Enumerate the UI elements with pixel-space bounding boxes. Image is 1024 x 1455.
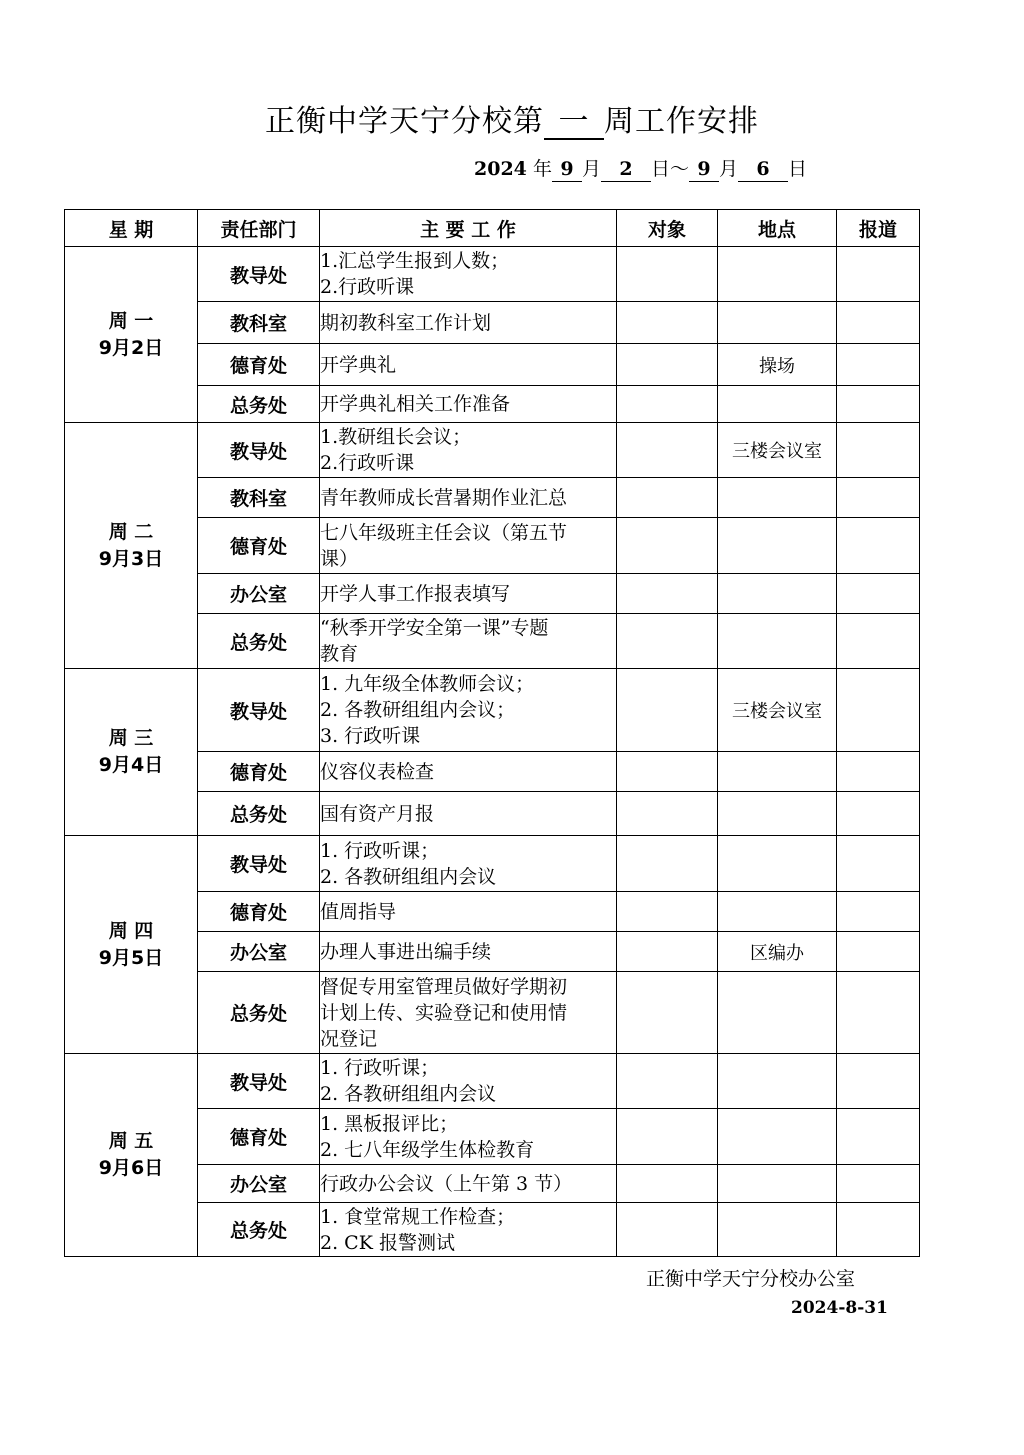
task-cell (320, 247, 617, 302)
task-line: 仪容仪表检查 (320, 760, 435, 783)
task-line: 开学典礼 (320, 353, 397, 376)
task-cell (320, 792, 617, 836)
target-cell (617, 1165, 718, 1203)
end-day: 6 (738, 159, 788, 182)
department-cell: 德育处 (198, 1109, 320, 1165)
report-cell (837, 972, 920, 1054)
task-line: 3. 行政听课 (320, 725, 421, 747)
department-cell: 总务处 (198, 386, 320, 423)
place-cell: 三楼会议室 (718, 669, 837, 752)
date-label: 9月4日 (98, 754, 164, 776)
task-line: 2.行政听课 (320, 452, 415, 474)
column-header-report: 报道 (837, 210, 920, 247)
task-cell (320, 386, 617, 423)
report-cell (837, 1203, 920, 1257)
target-cell (617, 574, 718, 614)
day-cell-monday (65, 247, 198, 423)
department-cell: 德育处 (198, 752, 320, 792)
department-cell: 教导处 (198, 247, 320, 302)
report-cell (837, 836, 920, 892)
report-cell (837, 247, 920, 302)
task-line: 教育 (320, 643, 359, 665)
day-cell-thursday (65, 836, 198, 1054)
date-label: 9月3日 (98, 547, 164, 570)
report-cell (837, 792, 920, 836)
target-cell (617, 478, 718, 518)
place-cell (718, 836, 837, 892)
place-cell (718, 752, 837, 792)
task-cell (320, 892, 617, 932)
target-cell (617, 1203, 718, 1257)
department-cell: 办公室 (198, 574, 320, 614)
department-cell: 总务处 (198, 614, 320, 669)
report-cell (837, 386, 920, 423)
task-cell (320, 752, 617, 792)
title-suffix: 周工作安排 (604, 104, 759, 139)
table-row (65, 1054, 920, 1109)
day-cell-wednesday (65, 669, 198, 836)
task-line: 2. 各教研组组内会议 (320, 865, 497, 888)
task-cell (320, 344, 617, 386)
task-cell (320, 614, 617, 669)
table-row (65, 247, 920, 302)
department-cell: 德育处 (198, 892, 320, 932)
start-month: 9 (552, 159, 582, 182)
report-cell (837, 574, 920, 614)
task-cell (320, 423, 617, 478)
place-cell (718, 386, 837, 423)
task-line: 2.行政听课 (320, 276, 415, 298)
task-cell (320, 1109, 617, 1165)
report-cell (837, 1054, 920, 1109)
task-line: 2. 各教研组组内会议； (320, 699, 516, 721)
task-line: 1. 行政听课； (320, 1057, 440, 1079)
weekday-label: 周 四 (108, 919, 154, 942)
department-cell: 教导处 (198, 1054, 320, 1109)
task-line: 课） (320, 547, 359, 570)
task-line: 况登记 (320, 1027, 378, 1050)
month-unit: 月 (581, 158, 601, 180)
date-range (474, 154, 807, 182)
date-label: 9月6日 (98, 1157, 164, 1179)
report-cell (837, 302, 920, 344)
target-cell (617, 1109, 718, 1165)
department-cell: 总务处 (198, 1203, 320, 1257)
report-cell (837, 932, 920, 972)
weekday-label: 周 一 (108, 309, 154, 332)
week-number: 一 (544, 106, 604, 140)
table-row (65, 423, 920, 478)
target-cell (617, 892, 718, 932)
task-line: 青年教师成长营暑期作业汇总 (320, 486, 568, 509)
task-cell (320, 932, 617, 972)
place-cell (718, 302, 837, 344)
table-row (65, 836, 920, 892)
task-line: 2. 各教研组组内会议 (320, 1083, 497, 1105)
target-cell (617, 614, 718, 669)
day-cell-tuesday (65, 423, 198, 669)
target-cell (617, 792, 718, 836)
place-cell: 区编办 (718, 932, 837, 972)
place-cell (718, 574, 837, 614)
place-cell (718, 792, 837, 836)
department-cell: 教导处 (198, 669, 320, 752)
target-cell (617, 344, 718, 386)
start-day: 2 (601, 159, 651, 182)
task-line: 办理人事进出编手续 (320, 940, 492, 963)
task-line: 开学人事工作报表填写 (320, 582, 511, 605)
table-row (65, 669, 920, 752)
place-cell (718, 614, 837, 669)
task-line: 值周指导 (320, 900, 397, 923)
place-cell (718, 1109, 837, 1165)
department-cell: 教科室 (198, 478, 320, 518)
task-line: 督促专用室管理员做好学期初 (320, 975, 568, 998)
date-label: 9月5日 (98, 946, 164, 969)
task-cell (320, 836, 617, 892)
year-unit: 年 (532, 158, 552, 180)
department-cell: 德育处 (198, 518, 320, 574)
report-cell (837, 518, 920, 574)
department-cell: 办公室 (198, 1165, 320, 1203)
report-cell (837, 614, 920, 669)
target-cell (617, 836, 718, 892)
task-cell (320, 518, 617, 574)
weekday-label: 周 三 (108, 727, 154, 749)
place-cell: 操场 (718, 344, 837, 386)
department-cell: 教导处 (198, 836, 320, 892)
department-cell: 德育处 (198, 344, 320, 386)
task-line: 行政办公会议（上午第 3 节） (320, 1172, 573, 1195)
target-cell (617, 752, 718, 792)
target-cell (617, 669, 718, 752)
task-cell (320, 972, 617, 1054)
task-line: 开学典礼相关工作准备 (320, 393, 511, 415)
report-cell (837, 669, 920, 752)
place-cell (718, 1203, 837, 1257)
end-day-unit: 日 (788, 158, 808, 180)
task-cell (320, 1165, 617, 1203)
report-cell (837, 344, 920, 386)
place-cell (718, 892, 837, 932)
date-label: 9月2日 (98, 336, 164, 359)
department-cell: 教科室 (198, 302, 320, 344)
day-cell-friday (65, 1054, 198, 1257)
place-cell (718, 478, 837, 518)
schedule-table (64, 209, 920, 1257)
task-cell (320, 478, 617, 518)
target-cell (617, 247, 718, 302)
column-header-department: 责任部门 (198, 210, 320, 247)
target-cell (617, 972, 718, 1054)
target-cell (617, 932, 718, 972)
task-line: 1. 行政听课； (320, 839, 440, 862)
end-month: 9 (689, 159, 719, 182)
task-line: “秋季开学安全第一课”专题 (320, 617, 549, 639)
task-line: 计划上传、实验登记和使用情 (320, 1001, 568, 1024)
department-cell: 总务处 (198, 792, 320, 836)
department-cell: 总务处 (198, 972, 320, 1054)
task-cell (320, 302, 617, 344)
weekday-label: 周 二 (108, 520, 154, 543)
task-cell (320, 669, 617, 752)
task-line: 1.汇总学生报到人数； (320, 250, 510, 272)
title-prefix: 正衡中学天宁分校第 (265, 104, 544, 139)
target-cell (617, 423, 718, 478)
report-cell (837, 478, 920, 518)
issuer-signature: 正衡中学天宁分校办公室 (646, 1268, 856, 1290)
task-line: 1. 食堂常规工作检查； (320, 1205, 516, 1228)
task-line: 2. 七八年级学生体检教育 (320, 1138, 535, 1161)
table-header-row (65, 210, 920, 247)
target-cell (617, 518, 718, 574)
target-cell (617, 302, 718, 344)
task-line: 国有资产月报 (320, 802, 435, 825)
task-line: 1.教研组长会议； (320, 426, 472, 448)
column-header-main-work: 主 要 工 作 (320, 210, 617, 247)
issue-date: 2024-8-31 (791, 1298, 888, 1318)
column-header-target: 对象 (617, 210, 718, 247)
weekday-label: 周 五 (108, 1130, 154, 1152)
report-cell (837, 752, 920, 792)
task-line: 2. CK 报警测试 (320, 1231, 455, 1254)
task-line: 1. 黑板报评比； (320, 1112, 459, 1135)
place-cell: 三楼会议室 (718, 423, 837, 478)
task-line: 1. 九年级全体教师会议； (320, 673, 535, 695)
column-header-weekday: 星 期 (65, 210, 198, 247)
place-cell (718, 972, 837, 1054)
place-cell (718, 247, 837, 302)
column-header-place: 地点 (718, 210, 837, 247)
place-cell (718, 518, 837, 574)
day-unit: 日～ (650, 158, 689, 180)
report-cell (837, 1109, 920, 1165)
task-cell (320, 1203, 617, 1257)
place-cell (718, 1165, 837, 1203)
task-cell (320, 574, 617, 614)
year: 2024 (474, 158, 527, 180)
task-cell (320, 1054, 617, 1109)
department-cell: 办公室 (198, 932, 320, 972)
report-cell (837, 423, 920, 478)
task-line: 期初教科室工作计划 (320, 311, 492, 334)
task-line: 七八年级班主任会议（第五节 (320, 521, 568, 544)
target-cell (617, 386, 718, 423)
report-cell (837, 892, 920, 932)
end-month-unit: 月 (718, 158, 738, 180)
document-title (0, 96, 1024, 140)
target-cell (617, 1054, 718, 1109)
department-cell: 教导处 (198, 423, 320, 478)
place-cell (718, 1054, 837, 1109)
report-cell (837, 1165, 920, 1203)
